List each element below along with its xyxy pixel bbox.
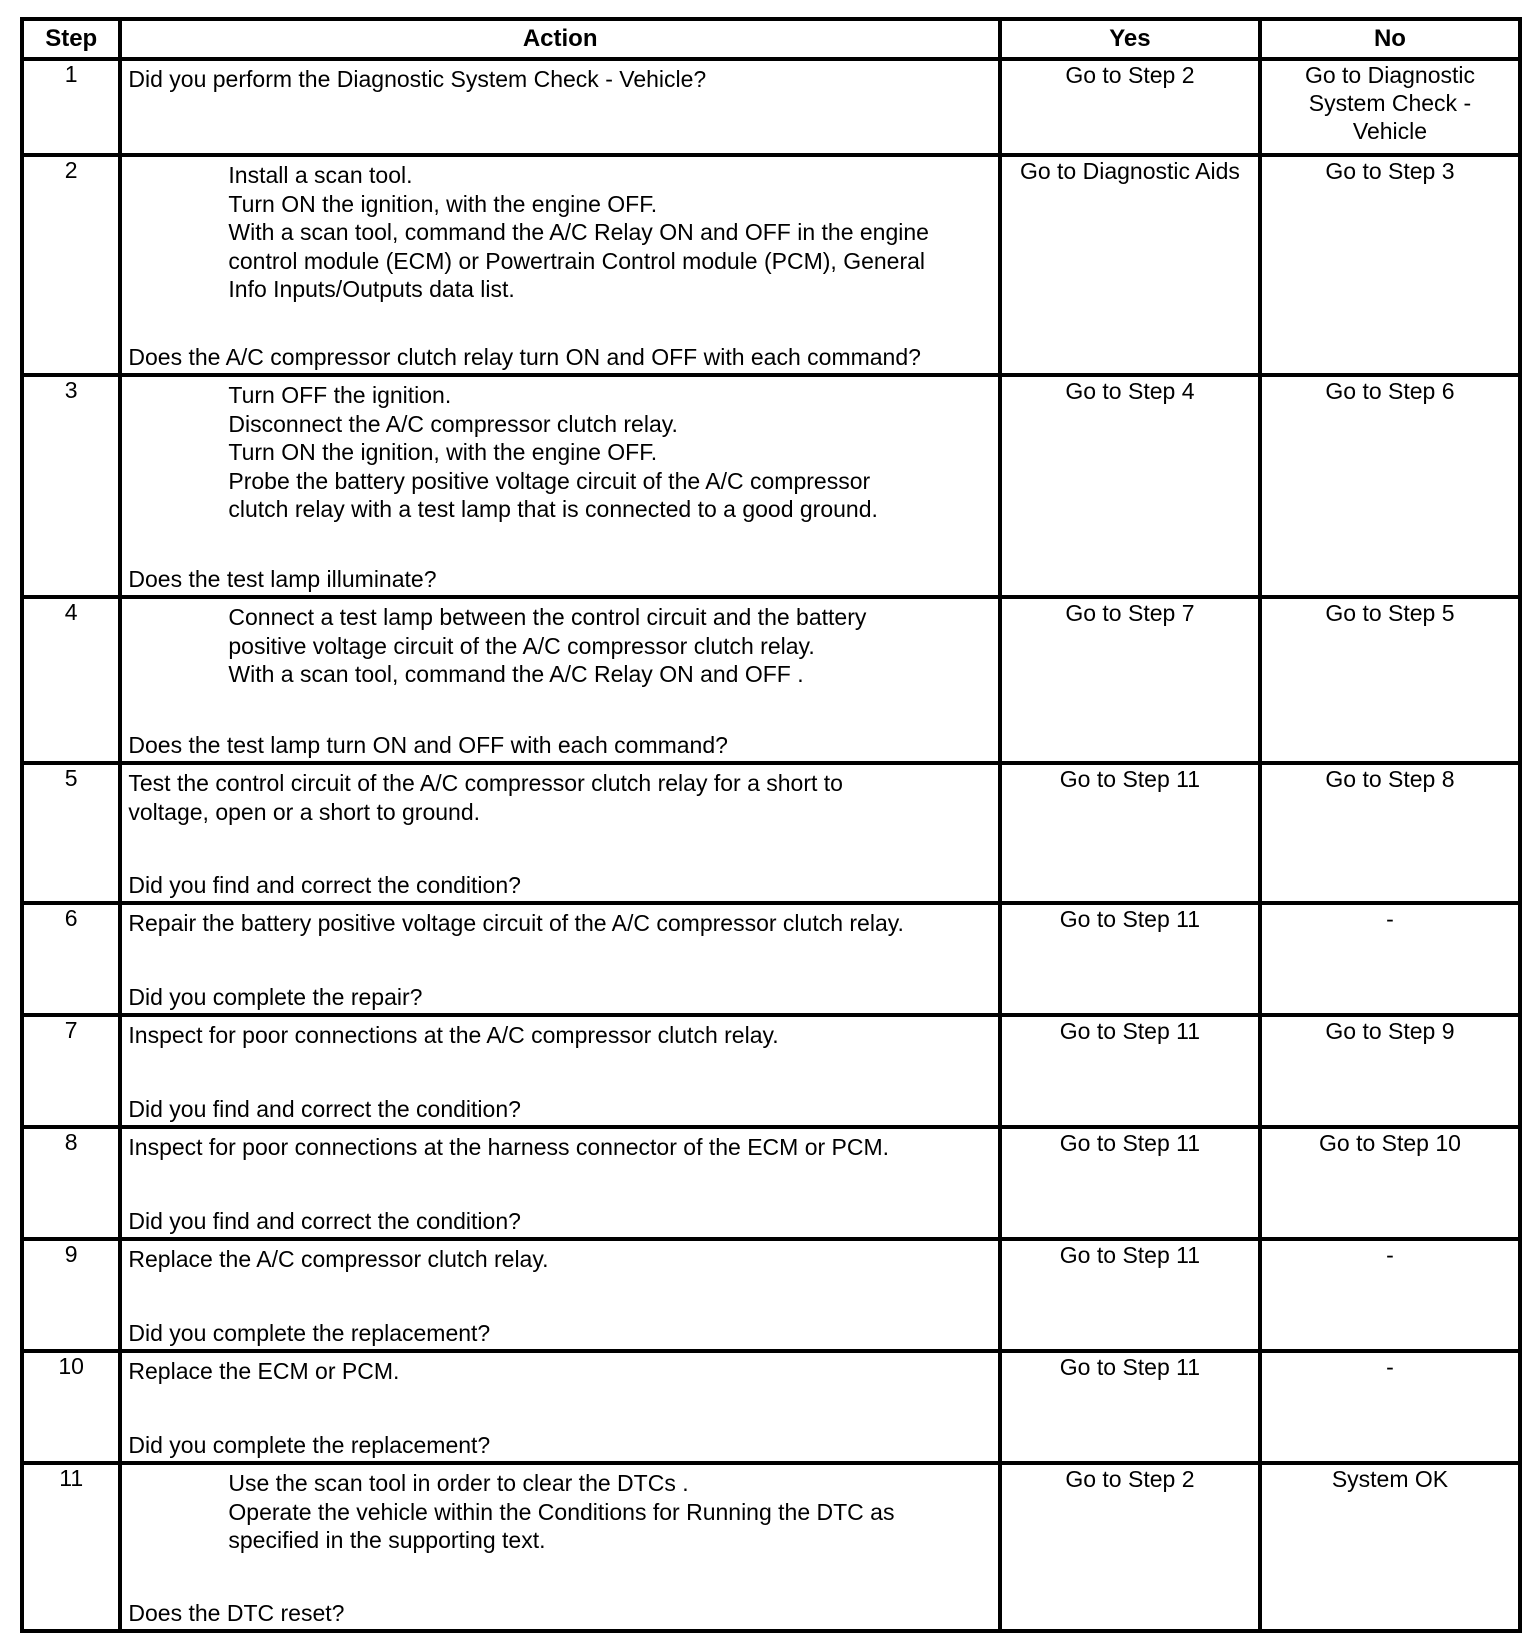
no-cell: Go to Step 8 [1260,763,1520,903]
header-yes: Yes [1000,19,1260,59]
yes-cell: Go to Step 11 [1000,903,1260,1015]
step-number: 6 [22,903,120,1015]
yes-cell: Go to Diagnostic Aids [1000,155,1260,375]
step-number: 5 [22,763,120,903]
no-cell: Go to Step 6 [1260,375,1520,597]
table-row [22,155,1520,375]
action-text: Repair the battery positive voltage circuit of the A/C compressor clutch relay. [128,910,904,936]
action-text: Install a scan tool. Turn ON the ignition, with the engine OFF. With a scan tool, command the A/C Relay ON and OFF in the engine control module (ECM) or Powertrain Control module (PCM), General Info Inputs/Outputs data list. [228,162,929,302]
action-cell [120,1463,1000,1631]
step-number: 4 [22,597,120,763]
yes-cell: Go to Step 11 [1000,763,1260,903]
action-text: Replace the ECM or PCM. [128,1358,400,1384]
no-cell: - [1260,1351,1520,1463]
action-text: Turn OFF the ignition. Disconnect the A/C compressor clutch relay. Turn ON the ignition, with the engine OFF. Probe the battery positive voltage circuit of the A/C compressor clutch relay with a test lamp that is connected to a good ground. [228,382,878,522]
action-cell [120,763,1000,903]
action-text: Replace the A/C compressor clutch relay. [128,1246,549,1272]
action-cell [120,1239,1000,1351]
step-number: 2 [22,155,120,375]
action-text: Connect a test lamp between the control circuit and the battery positive voltage circuit of the A/C compressor clutch relay. With a scan tool, command the A/C Relay ON and OFF . [228,604,867,687]
header-row [22,19,1520,59]
action-cell [120,903,1000,1015]
table-row [22,1351,1520,1463]
table-row [22,597,1520,763]
step-number: 1 [22,59,120,155]
step-number: 10 [22,1351,120,1463]
step-number: 8 [22,1127,120,1239]
action-text: Use the scan tool in order to clear the DTCs . Operate the vehicle within the Conditions for Running the DTC as specified in the supporting text. [228,1470,895,1553]
action-question: Did you find and correct the condition? [128,1208,521,1234]
action-cell [120,597,1000,763]
table-row [22,1015,1520,1127]
action-question: Did you complete the repair? [128,984,423,1010]
yes-cell: Go to Step 11 [1000,1127,1260,1239]
action-question: Does the A/C compressor clutch relay turn ON and OFF with each command? [128,344,921,370]
action-cell [120,1015,1000,1127]
action-question: Does the DTC reset? [128,1600,345,1626]
yes-cell: Go to Step 11 [1000,1351,1260,1463]
table-row [22,763,1520,903]
step-number: 11 [22,1463,120,1631]
no-cell: Go to Diagnostic System Check - Vehicle [1260,59,1520,155]
yes-cell: Go to Step 11 [1000,1015,1260,1127]
table-row [22,59,1520,155]
action-question: Did you complete the replacement? [128,1432,491,1458]
header-action: Action [120,19,1000,59]
action-cell [120,375,1000,597]
action-cell [120,1127,1000,1239]
action-question: Did you complete the replacement? [128,1320,491,1346]
header-step: Step [22,19,120,59]
header-no: No [1260,19,1520,59]
action-cell [120,59,1000,155]
yes-cell: Go to Step 2 [1000,1463,1260,1631]
diagnostic-table [20,17,1522,1633]
no-cell: System OK [1260,1463,1520,1631]
step-number: 7 [22,1015,120,1127]
no-cell: - [1260,903,1520,1015]
yes-cell: Go to Step 4 [1000,375,1260,597]
table-row [22,1127,1520,1239]
step-number: 3 [22,375,120,597]
action-question: Did you find and correct the condition? [128,872,521,898]
table-row [22,1463,1520,1631]
action-cell [120,155,1000,375]
action-text: Inspect for poor connections at the harness connector of the ECM or PCM. [128,1134,890,1160]
action-text: Inspect for poor connections at the A/C compressor clutch relay. [128,1022,779,1048]
action-question: Does the test lamp turn ON and OFF with each command? [128,732,728,758]
no-cell: - [1260,1239,1520,1351]
no-cell: Go to Step 10 [1260,1127,1520,1239]
action-text: Did you perform the Diagnostic System Check - Vehicle? [128,66,707,92]
table-row [22,375,1520,597]
action-cell [120,1351,1000,1463]
table-row [22,1239,1520,1351]
no-cell: Go to Step 5 [1260,597,1520,763]
yes-cell: Go to Step 7 [1000,597,1260,763]
table-row [22,903,1520,1015]
action-question: Does the test lamp illuminate? [128,566,437,592]
yes-cell: Go to Step 11 [1000,1239,1260,1351]
step-number: 9 [22,1239,120,1351]
no-cell: Go to Step 9 [1260,1015,1520,1127]
action-text: Test the control circuit of the A/C compressor clutch relay for a short to voltage, open or a short to ground. [128,770,843,825]
action-question: Did you find and correct the condition? [128,1096,521,1122]
no-cell: Go to Step 3 [1260,155,1520,375]
yes-cell: Go to Step 2 [1000,59,1260,155]
